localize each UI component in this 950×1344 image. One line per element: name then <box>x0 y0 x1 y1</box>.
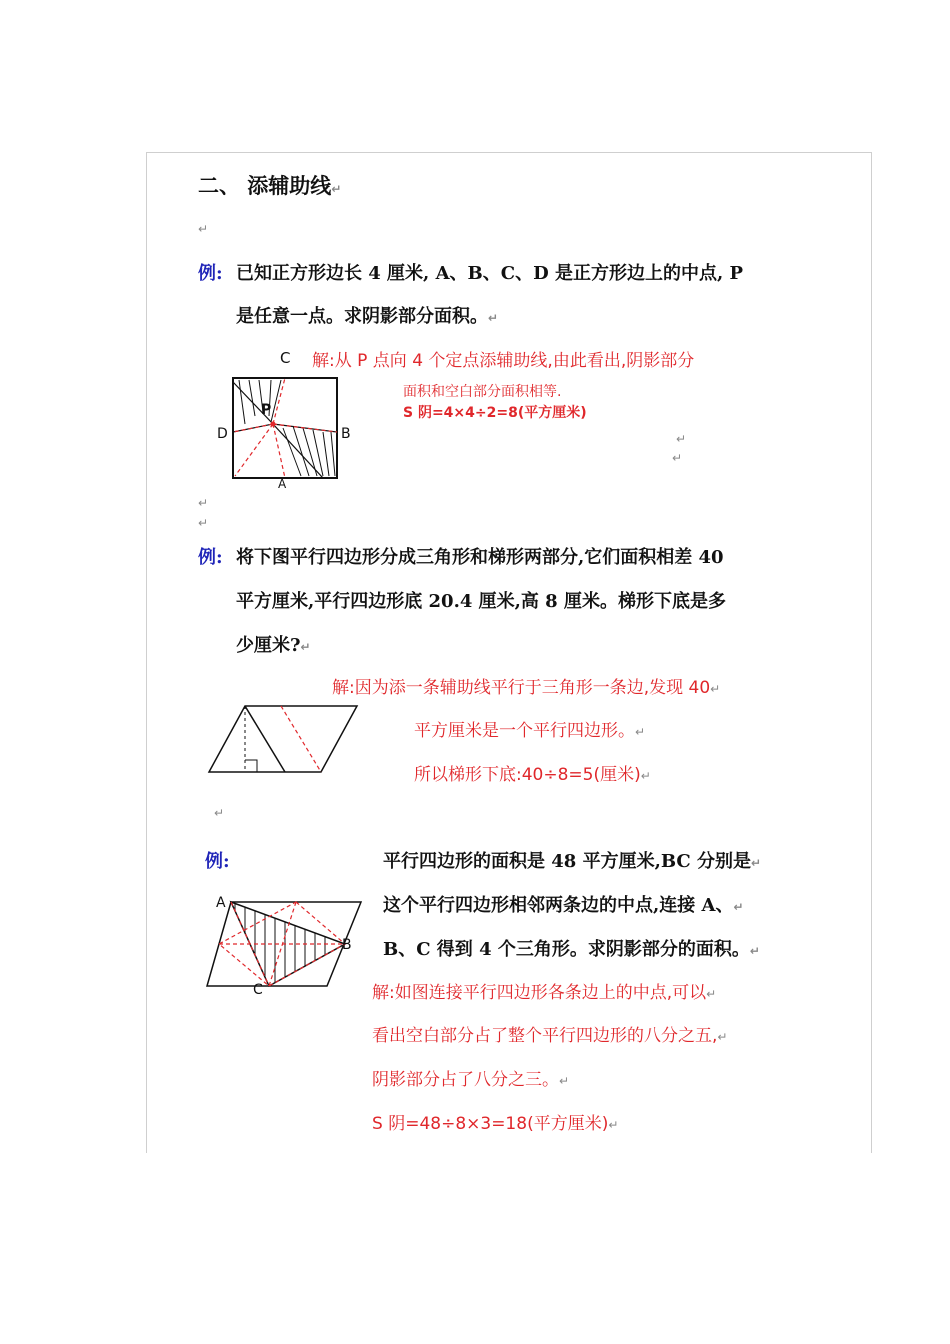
return-mark: ↵ <box>198 516 209 530</box>
example-label: 例: <box>198 547 223 568</box>
solution-text: 面积和空白部分面积相等. <box>403 384 562 400</box>
problem-text: B、C 得到 4 个三角形。求阴影部分的面积。↵ <box>383 939 760 960</box>
figure-label-b: B <box>342 937 352 953</box>
solution-text: 平方厘米是一个平行四边形。↵ <box>414 721 646 741</box>
problem-text: 是任意一点。求阴影部分面积。↵ <box>236 306 499 327</box>
problem-text: 已知正方形边长 4 厘米, A、B、C、D 是正方形边上的中点, P <box>236 263 744 284</box>
return-mark: ↵ <box>214 806 225 820</box>
return-mark: ↵ <box>198 222 209 236</box>
return-mark: ↵ <box>198 496 209 510</box>
solution-formula: S 阴=4×4÷2=8(平方厘米) <box>403 405 587 421</box>
figure-label-c: C <box>253 982 263 998</box>
problem-text: 平行四边形的面积是 48 平方厘米,BC 分别是↵ <box>383 851 762 872</box>
solution-text: 解:如图连接平行四边形各条边上的中点,可以↵ <box>372 983 717 1003</box>
example-label: 例: <box>205 851 230 872</box>
solution-text: 解:从 P 点向 4 个定点添辅助线,由此看出,阴影部分 <box>312 351 695 371</box>
figure-label-c: C <box>280 349 291 367</box>
problem-text: 平方厘米,平行四边形底 20.4 厘米,高 8 厘米。梯形下底是多 <box>236 591 726 612</box>
solution-formula: S 阴=48÷8×3=18(平方厘米)↵ <box>372 1114 619 1134</box>
solution-text: 阴影部分占了八分之三。↵ <box>372 1070 570 1090</box>
figure-label-b: B <box>341 426 351 442</box>
figure-label-a: A <box>216 895 226 911</box>
solution-text: 看出空白部分占了整个平行四边形的八分之五,↵ <box>372 1026 728 1046</box>
return-mark: ↵ <box>672 451 683 465</box>
solution-formula: 所以梯形下底:40÷8=5(厘米)↵ <box>414 765 651 785</box>
problem-text: 将下图平行四边形分成三角形和梯形两部分,它们面积相差 40 <box>236 547 724 568</box>
section-heading: 二、 添辅助线↵ <box>198 173 342 198</box>
parallelogram-abc-figure <box>205 890 370 1000</box>
solution-text: 解:因为添一条辅助线平行于三角形一条边,发现 40↵ <box>332 678 721 698</box>
square-figure <box>205 372 365 490</box>
figure-label-p: P <box>261 402 272 418</box>
figure-label-a: A <box>278 477 287 491</box>
return-mark: ↵ <box>676 432 687 446</box>
problem-text: 这个平行四边形相邻两条边的中点,连接 A、↵ <box>383 895 744 916</box>
parallelogram-figure <box>205 700 365 776</box>
figure-label-d: D <box>217 426 228 442</box>
problem-text: 少厘米?↵ <box>236 635 311 656</box>
example-label: 例: <box>198 263 223 284</box>
